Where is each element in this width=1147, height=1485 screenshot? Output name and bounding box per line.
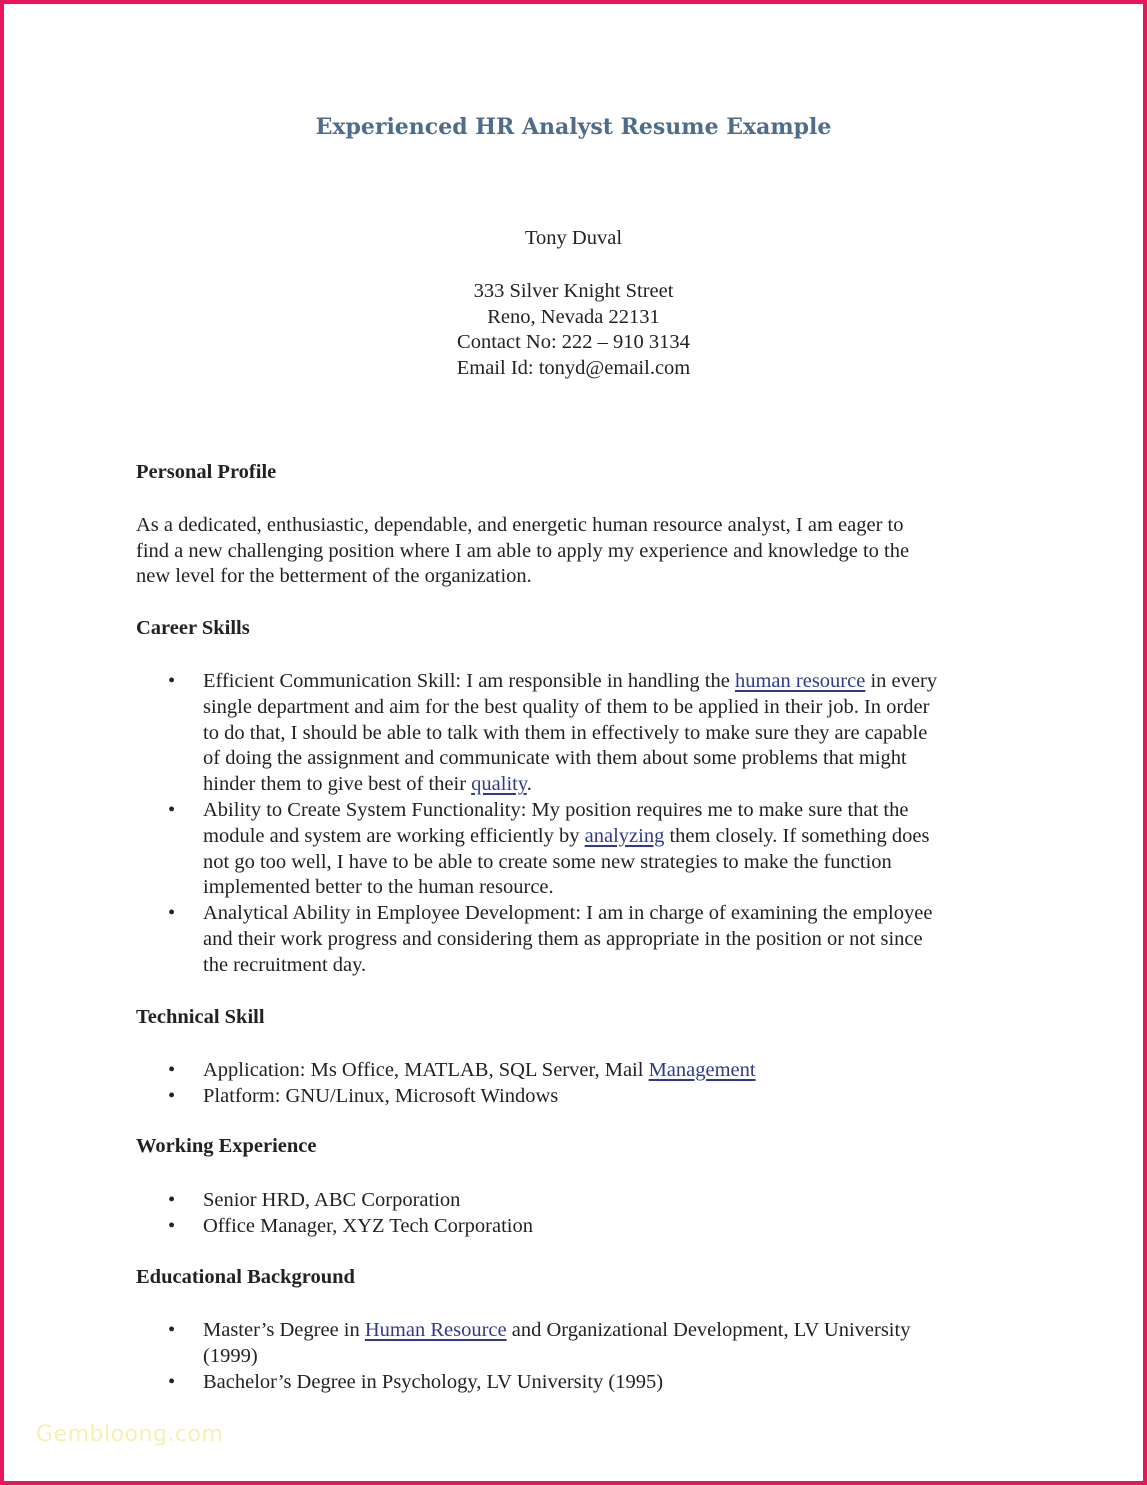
education-text: and Organizational Development, LV University (506, 1319, 911, 1341)
human-resource-link[interactable]: human resource (734, 670, 866, 692)
quality-link[interactable]: quality (471, 773, 527, 796)
heading-working-experience: Working Experience (136, 1135, 317, 1157)
profile-line: As a dedicated, enthusiastic, dependable, and energetic human resource analyst, I am eager to (136, 514, 904, 536)
skill-text: of doing the assignment and communicate with them about some problems that might (203, 747, 907, 770)
contact-name: Tony Duval (524, 227, 623, 249)
skill-text: and their work progress and considering them as appropriate in the position or not since (203, 927, 923, 950)
bullet-icon: • (168, 670, 176, 692)
skill-text: module and system are working efficiently by (203, 824, 585, 847)
list-item (136, 1188, 1036, 1214)
watermark-logo: Gembloong.com (36, 1422, 224, 1447)
heading-career-skills: Career Skills (136, 617, 250, 639)
skill-text: the recruitment day. (203, 953, 367, 976)
skill-text: not go too well, I have to be able to create some new strategies to make the function (203, 850, 892, 873)
bullet-icon: • (168, 798, 176, 821)
skill-text: implemented better to the human resource. (203, 876, 554, 899)
education-text: Bachelor’s Degree in Psychology, LV University (1995) (203, 1370, 664, 1393)
list-item (136, 1370, 1036, 1396)
bullet-icon: • (168, 902, 176, 925)
bullet-icon: • (168, 1319, 176, 1341)
contact-details (0, 279, 1147, 382)
contact-street: 333 Silver Knight Street (473, 280, 674, 302)
heading-personal-profile: Personal Profile (136, 461, 277, 483)
contact-phone: Contact No: 222 – 910 3134 (457, 331, 690, 354)
bullet-icon: • (168, 1214, 176, 1237)
education-text: Master’s Degree in (203, 1319, 365, 1341)
skill-text: them closely. If something does (664, 824, 930, 847)
personal-profile-text (136, 513, 1016, 590)
working-experience-list (136, 1188, 1036, 1240)
education-text: (1999) (203, 1344, 258, 1367)
profile-line: new level for the betterment of the organization. (136, 565, 532, 588)
experience-text: Office Manager, XYZ Tech Corporation (203, 1214, 534, 1237)
bullet-icon: • (168, 1370, 176, 1393)
list-item (136, 1058, 1036, 1084)
list-item (136, 669, 1036, 798)
contact-city: Reno, Nevada 22131 (487, 305, 660, 328)
contact-email: Email Id: tonyd@email.com (456, 357, 691, 380)
skill-text: to do that, I should be able to talk with them in effectively to make sure they are capable (203, 721, 928, 744)
document-title: Experienced HR Analyst Resume Example (315, 114, 832, 140)
skill-text: . (526, 773, 532, 796)
skill-text: in every (865, 670, 938, 692)
experience-text: Senior HRD, ABC Corporation (203, 1189, 461, 1211)
skill-text: Analytical Ability in Employee Development: I am in charge of examining the employee (203, 902, 933, 925)
bullet-icon: • (168, 1189, 176, 1211)
education-list (136, 1318, 1036, 1395)
list-item (136, 901, 1036, 978)
list-item (136, 1084, 1036, 1110)
skill-text: Efficient Communication Skill: I am responsible in handling the (203, 670, 735, 692)
skill-text: single department and aim for the best quality of them to be applied in their job. In order (203, 695, 930, 718)
list-item (136, 798, 1036, 901)
skill-text: Application: Ms Office, MATLAB, SQL Server, Mail (203, 1059, 649, 1081)
human-resource-degree-link[interactable]: Human Resource (364, 1319, 507, 1341)
heading-educational-background: Educational Background (136, 1266, 355, 1288)
list-item (136, 1214, 1036, 1240)
skill-text: hinder them to give best of their (203, 773, 472, 796)
management-link[interactable]: Management (648, 1059, 756, 1081)
list-item (136, 1318, 1036, 1370)
profile-line: find a new challenging position where I am able to apply my experience and knowledge to the (136, 539, 910, 562)
bullet-icon: • (168, 1084, 176, 1107)
skill-text: Ability to Create System Functionality: My position requires me to make sure that the (203, 798, 909, 821)
skill-text: Platform: GNU/Linux, Microsoft Windows (203, 1084, 559, 1107)
heading-technical-skill: Technical Skill (136, 1006, 265, 1028)
career-skills-list (136, 669, 1036, 979)
technical-skill-list (136, 1058, 1036, 1110)
analyzing-link[interactable]: analyzing (584, 824, 665, 847)
bullet-icon: • (168, 1059, 176, 1081)
